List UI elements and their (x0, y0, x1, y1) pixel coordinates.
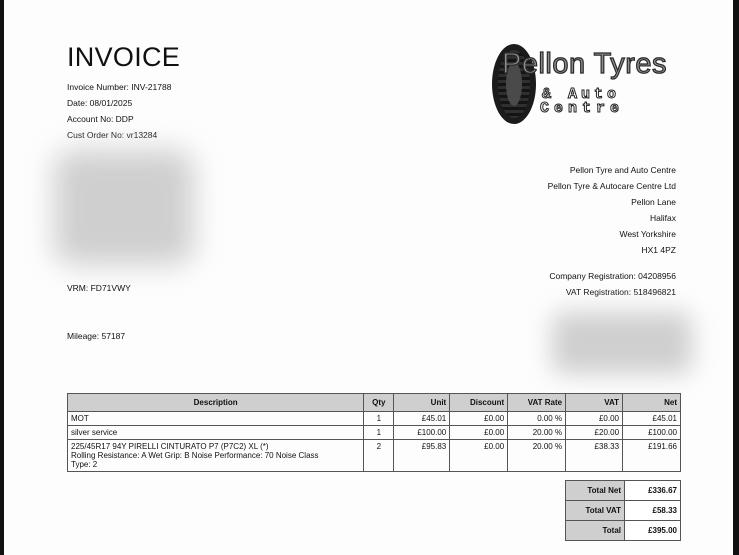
item-vat-rate: 20.00 % (508, 426, 566, 440)
vehicle-mileage: Mileage: 57187 (67, 331, 126, 341)
column-header-vat: VAT (566, 394, 623, 412)
total-vat-value: £58.33 (625, 501, 681, 521)
company-town: Halifax (650, 213, 676, 223)
item-description: MOT (68, 412, 364, 426)
company-street: Pellon Lane (631, 197, 676, 207)
grand-total-label: Total (566, 521, 625, 541)
line-items-table (67, 393, 681, 472)
grand-total-row (566, 521, 681, 541)
item-unit: £95.83 (394, 440, 450, 472)
item-vat-rate: 0.00 % (508, 412, 566, 426)
vat-registration: VAT Registration: 518496821 (565, 287, 676, 297)
table-row (68, 412, 681, 426)
invoice-number: Invoice Number: INV-21788 (67, 82, 172, 92)
item-description (68, 440, 364, 472)
logo-sub-text-1: & Auto (542, 86, 621, 103)
item-vat: £20.00 (566, 426, 623, 440)
item-vat: £0.00 (566, 412, 623, 426)
item-description: silver service (68, 426, 364, 440)
item-vat: £38.33 (566, 440, 623, 472)
item-vat-rate: 20.00 % (508, 440, 566, 472)
item-description-line-3: Type: 2 (71, 460, 98, 469)
totals-table (565, 480, 681, 541)
total-vat-row (566, 501, 681, 521)
grand-total-value: £395.00 (625, 521, 681, 541)
item-qty: 2 (364, 440, 394, 472)
company-name: Pellon Tyre and Auto Centre (569, 165, 676, 175)
logo-sub-text-2: Centre (540, 100, 625, 117)
table-row (68, 426, 681, 440)
table-row (68, 440, 681, 472)
table-header-row (68, 394, 681, 412)
redacted-contact-details (552, 312, 692, 374)
total-net-label: Total Net (566, 481, 625, 501)
item-description-line-1: 225/45R17 94Y PIRELLI CINTURATO P7 (P7C2) XL (*) (71, 442, 269, 451)
invoice-date: Date: 08/01/2025 (67, 98, 133, 108)
company-postcode: HX1 4PZ (641, 245, 676, 255)
column-header-net: Net (623, 394, 681, 412)
customer-order-number: Cust Order No: vr13284 (67, 130, 158, 140)
item-net: £45.01 (623, 412, 681, 426)
vehicle-registration: VRM: FD71VWY (67, 283, 131, 293)
item-unit: £100.00 (394, 426, 450, 440)
item-description-line-2: Rolling Resistance: A Wet Grip: B Noise Performance: 70 Noise Class (71, 451, 319, 460)
item-qty: 1 (364, 412, 394, 426)
column-header-qty: Qty (364, 394, 394, 412)
total-vat-label: Total VAT (566, 501, 625, 521)
column-header-discount: Discount (450, 394, 508, 412)
item-qty: 1 (364, 426, 394, 440)
company-registration: Company Registration: 04208956 (549, 271, 676, 281)
item-discount: £0.00 (450, 426, 508, 440)
total-net-row (566, 481, 681, 501)
logo-brand-text: Pellon Tyres (502, 48, 668, 80)
company-county: West Yorkshire (619, 229, 676, 239)
item-discount: £0.00 (450, 412, 508, 426)
page-title: INVOICE (67, 42, 181, 72)
item-unit: £45.01 (394, 412, 450, 426)
column-header-unit: Unit (394, 394, 450, 412)
company-logo (492, 44, 682, 126)
column-header-vat-rate: VAT Rate (508, 394, 566, 412)
total-net-value: £336.67 (625, 481, 681, 501)
redacted-customer-address (54, 150, 194, 265)
account-number: Account No: DDP (67, 114, 134, 124)
item-discount: £0.00 (450, 440, 508, 472)
item-net: £100.00 (623, 426, 681, 440)
item-net: £191.66 (623, 440, 681, 472)
column-header-description: Description (68, 394, 364, 412)
company-trading-name: Pellon Tyre & Autocare Centre Ltd (547, 181, 676, 191)
invoice-page (4, 0, 733, 555)
